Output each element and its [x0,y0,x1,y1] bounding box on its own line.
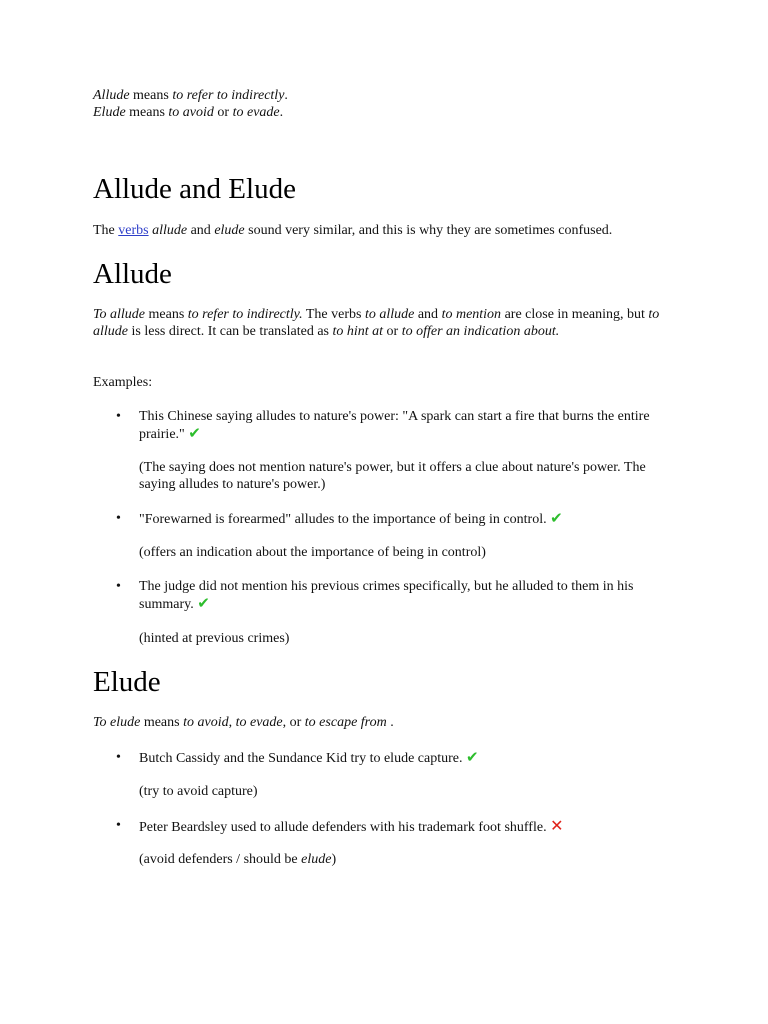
bullet-icon: • [116,409,121,424]
intro-text: or [213,105,233,120]
list-item-note: (hinted at previous crimes) [139,631,290,646]
page-title: Allude and Elude [93,173,296,205]
checkmark-icon: ✔ [197,594,210,612]
list-item-text: This Chinese saying alludes to nature's power: "A spark can start a fire that burns the entire prairie." [139,409,650,442]
def-term: to mention [441,307,502,322]
para-text: sound very similar, and this is why they are sometimes confused. [244,223,613,238]
def-term: to escape from [304,715,387,730]
examples-label: Examples: [93,375,153,390]
list-item-note [139,851,684,868]
list-item-text: The judge did not mention his previous crimes specifically, but he alluded to them in his summary. [139,579,634,612]
note-text: (avoid defenders / should be [139,852,302,867]
def-text: means [140,715,184,730]
note-term: elude [301,852,332,867]
def-term: to refer to indirectly. [187,307,303,322]
intro-summary [93,87,288,121]
list-item-note: (The saying does not mention nature's power, but it offers a clue about nature's power. The saying alludes to nature's power.) [139,460,646,492]
list-item [139,817,684,836]
def-text: is less direct. It can be translated as [128,324,333,339]
para-term: allude [152,223,188,238]
para-term: elude [214,223,245,238]
def-term: to allude [93,307,660,339]
list-item-text: Peter Beardsley used to allude defenders with his trademark foot shuffle. [139,820,551,835]
def-term: to allude [364,307,415,322]
list-item [139,408,684,443]
intro-paragraph [93,222,683,239]
intro-text: . [279,105,284,120]
intro-def: to avoid [168,105,214,120]
def-term: To elude [93,715,141,730]
allude-definition [93,306,683,340]
intro-def: to evade [232,105,280,120]
cross-icon: ✕ [550,816,564,835]
checkmark-icon: ✔ [188,424,201,442]
def-text: . [386,715,394,730]
def-term: to avoid [183,715,229,730]
note-text: ) [331,852,337,867]
def-term: to hint at [332,324,384,339]
intro-term-elude: Elude [93,105,126,120]
allude-heading: Allude [93,258,172,290]
def-text: means [145,307,188,322]
list-item-note: (try to avoid capture) [139,784,258,799]
intro-text: . [284,88,288,103]
list-item [139,510,684,528]
def-term: to offer an indication about. [401,324,560,339]
def-text: The verbs [302,307,365,322]
def-text: , or [282,715,305,730]
def-text: or [383,324,402,339]
para-text: The [93,223,119,238]
intro-def: to refer to indirectly [172,88,285,103]
para-text: and [187,223,215,238]
bullet-icon: • [116,750,121,765]
bullet-icon: • [116,818,121,833]
list-item-text: Butch Cassidy and the Sundance Kid try to elude capture. [139,751,466,766]
def-text: are close in meaning, but [501,307,649,322]
intro-text: means [125,105,169,120]
checkmark-icon: ✔ [550,509,563,527]
def-text: , [228,715,236,730]
bullet-icon: • [116,511,121,526]
def-term: to evade [235,715,283,730]
intro-text: means [129,88,173,103]
list-item-text: "Forewarned is forearmed" alludes to the importance of being in control. [139,512,551,527]
checkmark-icon: ✔ [465,748,479,766]
intro-term-allude: Allude [93,88,130,103]
bullet-icon: • [116,579,121,594]
verbs-link[interactable]: verbs [118,223,149,238]
list-item [139,578,684,613]
def-text: and [414,307,442,322]
list-item-note: (offers an indication about the importance of being in control) [139,545,486,560]
def-term: To allude [93,307,145,322]
elude-heading: Elude [93,666,161,698]
list-item [139,749,684,767]
elude-definition [93,714,683,731]
